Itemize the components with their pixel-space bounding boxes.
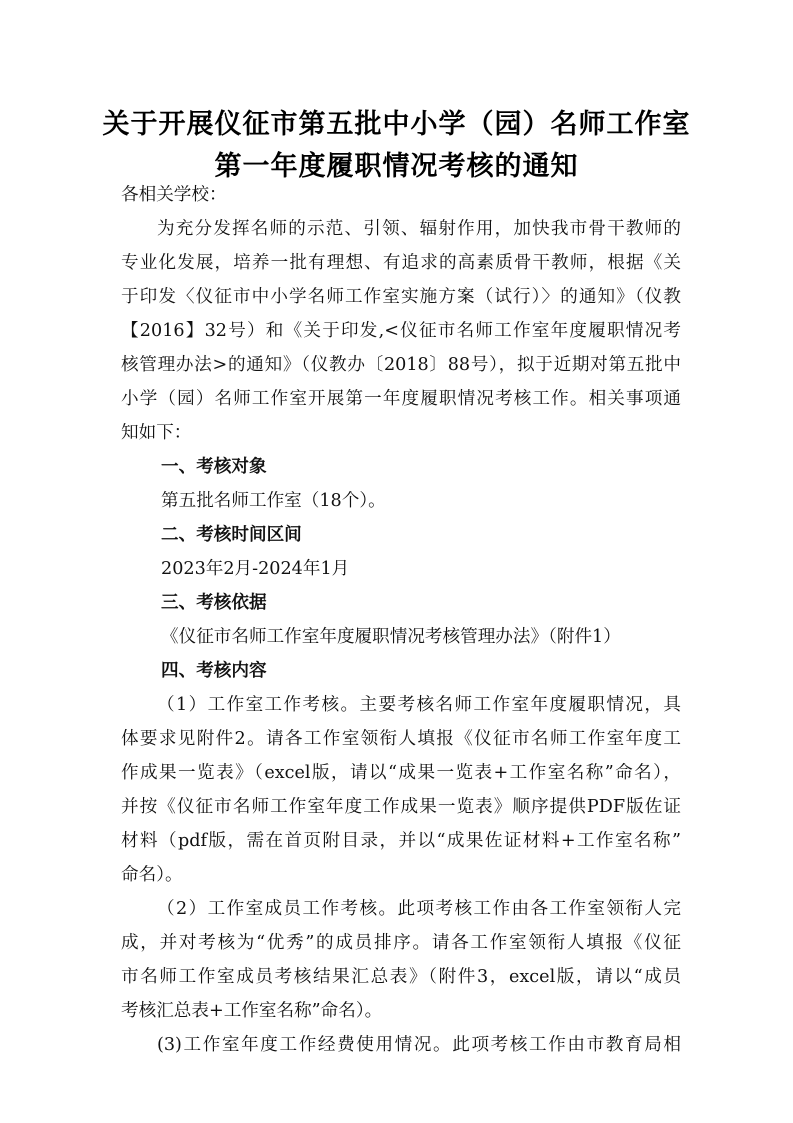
content-item-2-line: 考核汇总表+工作室名称”命名）。 bbox=[121, 1001, 383, 1021]
salutation: 各相关学校： bbox=[121, 185, 227, 205]
intro-line: 小学（园）名师工作室开展第一年度履职情况考核工作。相关事项通 bbox=[121, 389, 681, 409]
content-item-2-line: 市名师工作室成员考核结果汇总表》（附件3，excel版，请以“成员 bbox=[121, 967, 681, 987]
intro-line: 知如下： bbox=[121, 423, 192, 443]
section-heading-period: 二、考核时间区间 bbox=[161, 525, 302, 545]
intro-line: 【2016】32号）和《关于印发,<仪征市名师工作室年度履职情况考 bbox=[121, 321, 681, 341]
intro-line: 核管理办法>的通知》（仪教办〔2018〕88号），拟于近期对第五批中 bbox=[121, 355, 681, 375]
document-title-line-1: 关于开展仪征市第五批中小学（园）名师工作室 bbox=[102, 109, 691, 140]
content-item-3-line: (3)工作室年度工作经费使用情况。此项考核工作由市教育局相 bbox=[157, 1035, 681, 1055]
intro-line: 为充分发挥名师的示范、引领、辐射作用，加快我市骨干教师的 bbox=[157, 219, 681, 239]
intro-line: 专业化发展，培养一批有理想、有追求的高素质骨干教师，根据《关 bbox=[121, 253, 681, 273]
content-item-2-line: （2）工作室成员工作考核。此项考核工作由各工作室领衔人完 bbox=[157, 899, 681, 919]
document-body bbox=[121, 178, 681, 1062]
content-item-1-line: （1）工作室工作考核。主要考核名师工作室年度履职情况，具 bbox=[157, 695, 681, 715]
content-item-1-line: 作成果一览表》（excel版，请以“成果一览表+工作室名称”命名）， bbox=[121, 763, 681, 783]
content-item-2-line: 成，并对考核为“优秀”的成员排序。请各工作室领衔人填报《仪征 bbox=[121, 933, 681, 953]
content-item-1-line: 体要求见附件2。请各工作室领衔人填报《仪征市名师工作室年度工 bbox=[121, 729, 681, 749]
section-heading-content: 四、考核内容 bbox=[161, 661, 267, 681]
section-text-basis: 《仪征市名师工作室年度履职情况考核管理办法》（附件1） bbox=[161, 627, 621, 647]
section-text-period: 2023年2月-2024年1月 bbox=[161, 559, 350, 579]
content-item-1-line: 命名）。 bbox=[121, 865, 183, 885]
content-item-1-line: 材料（pdf版，需在首页附目录，并以“成果佐证材料+工作室名称” bbox=[121, 831, 681, 851]
intro-line: 于印发〈仪征市中小学名师工作室实施方案（试行）〉的通知》（仪教 bbox=[121, 287, 681, 307]
section-text-targets: 第五批名师工作室（18个）。 bbox=[161, 491, 386, 511]
content-item-1-line: 并按《仪征市名师工作室年度工作成果一览表》顺序提供PDF版佐证 bbox=[121, 797, 681, 817]
section-heading-basis: 三、考核依据 bbox=[161, 593, 267, 613]
document-title-line-2: 第一年度履职情况考核的通知 bbox=[214, 151, 579, 182]
section-heading-targets: 一、考核对象 bbox=[161, 457, 267, 477]
